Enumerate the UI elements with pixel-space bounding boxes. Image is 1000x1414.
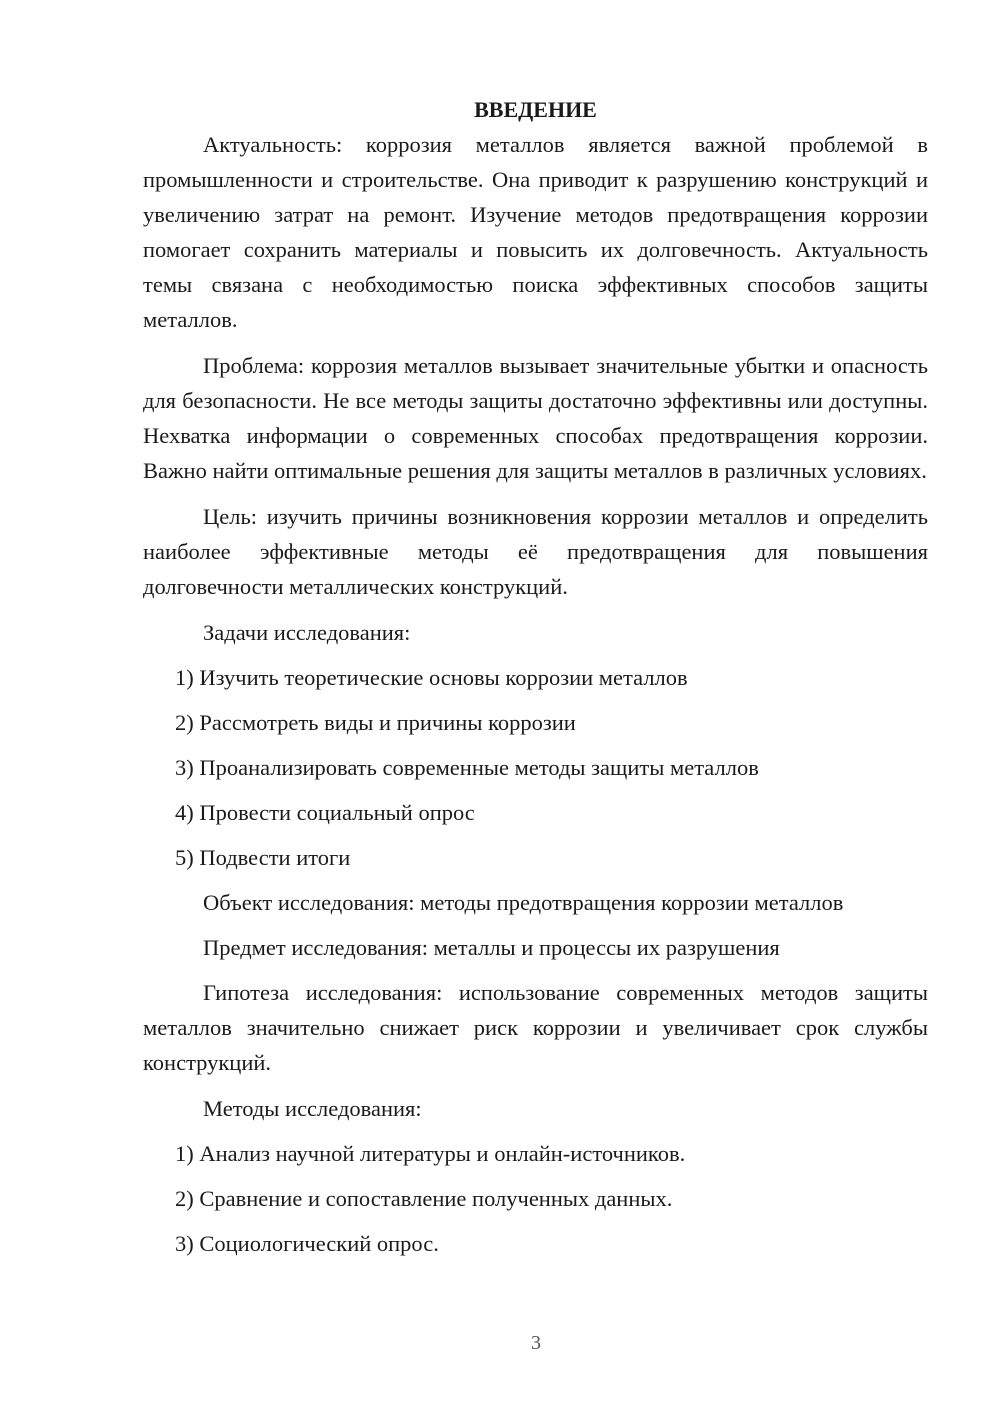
methods-label: Методы исследования:: [203, 1096, 422, 1121]
task-item: 3) Проанализировать современные методы защиты металлов: [175, 755, 759, 780]
relevance-paragraph: Актуальность: коррозия металлов является важной проблемой в промышленности и строительстве. Она приводит к разрушению конструкций и увеличению затрат на ремонт. Изучение методов предотвращения коррозии помогает сохранить материалы и повысить их долговечность. Актуальность темы связана с необходимостью поиска эффективных способов защиты металлов.: [143, 132, 928, 332]
task-item: 4) Провести социальный опрос: [175, 800, 475, 825]
method-item: 1) Анализ научной литературы и онлайн-источников.: [175, 1141, 686, 1166]
subject-line: Предмет исследования: металлы и процессы их разрушения: [203, 935, 780, 960]
tasks-list: [143, 660, 928, 875]
hypothesis-paragraph: Гипотеза исследования: использование современных методов защиты металлов значительно снижает риск коррозии и увеличивает срок службы конструкций.: [143, 980, 928, 1075]
method-item: 3) Социологический опрос.: [175, 1231, 439, 1256]
task-item: 2) Рассмотреть виды и причины коррозии: [175, 710, 576, 735]
methods-list: [143, 1136, 928, 1261]
goal-paragraph: Цель: изучить причины возникновения коррозии металлов и определить наиболее эффективные методы её предотвращения для повышения долговечности металлических конструкций.: [143, 504, 928, 599]
tasks-label: Задачи исследования:: [203, 620, 411, 645]
page-title: ВВЕДЕНИЕ: [474, 97, 597, 122]
page-number: 3: [531, 1332, 541, 1354]
task-item: 1) Изучить теоретические основы коррозии металлов: [175, 665, 688, 690]
document-body: [143, 92, 928, 1271]
method-item: 2) Сравнение и сопоставление полученных данных.: [175, 1186, 673, 1211]
object-line: Объект исследования: методы предотвращения коррозии металлов: [203, 890, 844, 915]
problem-paragraph: Проблема: коррозия металлов вызывает значительные убытки и опасность для безопасности. Не все методы защиты достаточно эффективны или доступны. Нехватка информации о современных способах предотвращения коррозии. Важно найти оптимальные решения для защиты металлов в различных условиях.: [143, 353, 928, 483]
task-item: 5) Подвести итоги: [175, 845, 351, 870]
